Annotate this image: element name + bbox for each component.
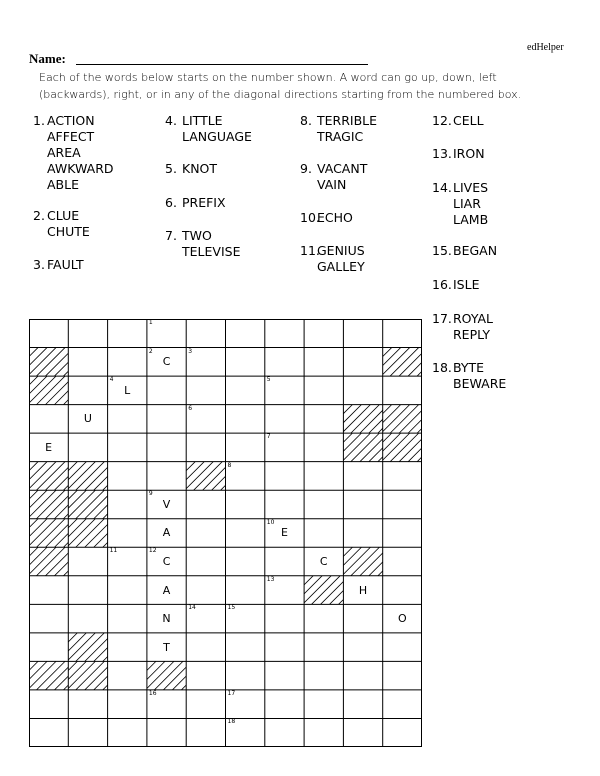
cell-clue-number: 1 (148, 319, 153, 326)
instructions (39, 69, 559, 103)
grid-cell[interactable] (265, 490, 304, 519)
grid-cell[interactable] (265, 433, 304, 462)
grid-cell[interactable] (226, 690, 265, 719)
grid-cell[interactable] (186, 633, 225, 662)
grid-cell[interactable] (108, 690, 147, 719)
word-group-number: 14. (432, 180, 452, 195)
word-item: ACTION (47, 113, 95, 128)
grid-cell[interactable] (343, 718, 382, 747)
grid-cell[interactable] (147, 348, 186, 377)
grid-cell[interactable] (383, 690, 422, 719)
word-item: VACANT (317, 161, 368, 176)
grid-cell[interactable] (343, 490, 382, 519)
cell-clue-number: 7 (266, 433, 271, 441)
grid-cell[interactable] (265, 547, 304, 576)
grid-cell[interactable] (186, 547, 225, 576)
grid-cell[interactable] (147, 547, 186, 576)
word-item: BEWARE (453, 376, 507, 391)
grid-cell-shaded (68, 633, 107, 662)
word-item: REPLY (453, 327, 491, 342)
grid-cell-shaded (68, 462, 107, 491)
grid-cell[interactable] (343, 690, 382, 719)
cell-letter: E (280, 526, 288, 540)
grid-cell[interactable] (226, 547, 265, 576)
grid-cell[interactable] (108, 405, 147, 434)
grid-cell[interactable] (68, 576, 107, 605)
grid-cell[interactable] (265, 576, 304, 605)
word-group-number: 3. (33, 257, 45, 272)
grid-cell[interactable] (343, 348, 382, 377)
grid-cell[interactable] (68, 433, 107, 462)
grid-cell[interactable] (186, 519, 225, 548)
word-group-number: 16. (432, 277, 452, 292)
word-item: AREA (47, 145, 81, 160)
grid-cell[interactable] (147, 690, 186, 719)
cell-letter: A (162, 526, 171, 540)
word-item: IRON (453, 146, 485, 161)
grid-cell[interactable] (383, 547, 422, 576)
grid-cell-shaded (29, 519, 68, 548)
grid-cell[interactable] (383, 462, 422, 491)
grid-cell[interactable] (108, 433, 147, 462)
cell-clue-number: 2 (148, 347, 153, 355)
grid-cell[interactable] (29, 604, 68, 633)
grid-cell[interactable] (304, 633, 343, 662)
grid-cell-shaded (186, 462, 225, 491)
word-group-number: 6. (165, 195, 177, 210)
word-item: LIVES (453, 180, 489, 195)
grid-cell[interactable] (186, 319, 225, 348)
cell-clue-number: 12 (148, 547, 157, 555)
word-item: ECHO (317, 210, 353, 225)
cell-clue-number: 17 (227, 689, 236, 697)
grid-cell[interactable] (304, 718, 343, 747)
grid-cell[interactable] (147, 433, 186, 462)
cell-clue-number: 9 (148, 490, 153, 498)
grid-cell[interactable] (304, 547, 343, 576)
cell-clue-number: 8 (227, 461, 232, 469)
word-item: LANGUAGE (182, 129, 252, 144)
grid-cell[interactable] (304, 405, 343, 434)
word-group-number: 7. (165, 228, 177, 243)
cell-clue-number: 11 (109, 547, 118, 555)
puzzle-grid (29, 319, 422, 747)
word-item: GALLEY (317, 259, 365, 274)
grid-cell[interactable] (383, 576, 422, 605)
grid-cell[interactable] (108, 604, 147, 633)
word-group-number: 5. (165, 161, 177, 176)
grid-cell[interactable] (29, 576, 68, 605)
grid-cell-shaded (68, 490, 107, 519)
grid-cell[interactable] (343, 633, 382, 662)
cell-letter: A (162, 583, 171, 597)
word-item: KNOT (182, 161, 218, 176)
grid-cell[interactable] (186, 348, 225, 377)
grid-cell[interactable] (304, 376, 343, 405)
grid-cell[interactable] (226, 433, 265, 462)
grid-cell[interactable] (304, 519, 343, 548)
cell-clue-number: 6 (188, 404, 193, 412)
grid-cell-shaded (383, 433, 422, 462)
grid-cell-shaded (383, 405, 422, 434)
grid-cell[interactable] (186, 576, 225, 605)
word-group-number: 8. (300, 113, 312, 128)
grid-cell[interactable] (226, 661, 265, 690)
grid-cell[interactable] (68, 348, 107, 377)
grid-cell[interactable] (304, 604, 343, 633)
grid-cell[interactable] (186, 690, 225, 719)
word-group-number: 4. (165, 113, 177, 128)
grid-cell[interactable] (226, 319, 265, 348)
grid-cell[interactable] (383, 604, 422, 633)
cell-letter: E (45, 440, 53, 454)
word-item: CHUTE (47, 224, 90, 239)
cell-letter: L (124, 383, 131, 397)
grid-cell[interactable] (186, 604, 225, 633)
cell-clue-number: 15 (227, 604, 236, 612)
grid-cell[interactable] (226, 633, 265, 662)
grid-cell-shaded (68, 661, 107, 690)
name-label: Name: (29, 51, 66, 66)
grid-cell-shaded (383, 348, 422, 377)
grid-cell[interactable] (383, 718, 422, 747)
grid-cell[interactable] (383, 490, 422, 519)
grid-cell[interactable] (343, 661, 382, 690)
grid-cell-shaded (29, 490, 68, 519)
grid-cell[interactable] (108, 376, 147, 405)
grid-cell[interactable] (186, 433, 225, 462)
grid-cell-shaded (29, 661, 68, 690)
word-item: BYTE (453, 360, 485, 375)
grid-cell[interactable] (108, 661, 147, 690)
word-item: TERRIBLE (317, 113, 378, 128)
grid-cell[interactable] (304, 661, 343, 690)
grid-cell[interactable] (108, 547, 147, 576)
cell-letter: C (162, 355, 171, 369)
word-item: GENIUS (317, 243, 365, 258)
grid-cell[interactable] (226, 376, 265, 405)
grid-cell[interactable] (108, 519, 147, 548)
grid-cell-shaded (343, 405, 382, 434)
grid-cell[interactable] (226, 348, 265, 377)
word-group-number: 9. (300, 161, 312, 176)
word-item: ISLE (453, 277, 480, 292)
cell-clue-number: 14 (188, 604, 196, 612)
word-item: LIAR (453, 196, 481, 211)
word-item: BEGAN (453, 243, 498, 258)
grid-cell[interactable] (304, 690, 343, 719)
grid-cell[interactable] (29, 319, 68, 348)
grid-cell[interactable] (304, 319, 343, 348)
grid-cell[interactable] (108, 633, 147, 662)
grid-cell[interactable] (383, 661, 422, 690)
grid-cell[interactable] (186, 718, 225, 747)
word-group-number: 10. (300, 210, 320, 225)
grid-cell[interactable] (147, 519, 186, 548)
grid-cell[interactable] (265, 690, 304, 719)
instructions-line: (backwards), right, or in any of the diagonal directions starting from the numbered box. (39, 88, 522, 101)
grid-cell[interactable] (383, 319, 422, 348)
grid-cell[interactable] (147, 319, 186, 348)
cell-clue-number: 18 (227, 718, 236, 726)
grid-cell[interactable] (108, 490, 147, 519)
word-group-number: 12. (432, 113, 452, 128)
cell-clue-number: 13 (266, 575, 275, 583)
word-item: AFFECT (47, 129, 95, 144)
grid-cell[interactable] (265, 462, 304, 491)
word-item: TRAGIC (317, 129, 364, 144)
grid-cell-shaded (68, 519, 107, 548)
grid-cell[interactable] (68, 690, 107, 719)
grid-cell-shaded (343, 547, 382, 576)
grid-cell[interactable] (147, 718, 186, 747)
grid-cell[interactable] (147, 376, 186, 405)
grid-cell[interactable] (108, 462, 147, 491)
word-item: ROYAL (453, 311, 494, 326)
grid-cell[interactable] (226, 718, 265, 747)
grid-cell[interactable] (68, 376, 107, 405)
grid-cell[interactable] (186, 376, 225, 405)
grid-cell[interactable] (29, 433, 68, 462)
cell-clue-number: 16 (148, 689, 157, 697)
grid-cell[interactable] (68, 547, 107, 576)
grid-cell[interactable] (226, 519, 265, 548)
word-group-number: 18. (432, 360, 452, 375)
grid-cell[interactable] (147, 633, 186, 662)
word-group-number: 13. (432, 146, 452, 161)
grid-cell-shaded (29, 462, 68, 491)
grid-cell[interactable] (226, 405, 265, 434)
grid-cell[interactable] (226, 576, 265, 605)
word-group-number: 11. (300, 243, 320, 258)
word-item: CLUE (47, 208, 80, 223)
grid-cell[interactable] (304, 490, 343, 519)
word-group-number: 1. (33, 113, 45, 128)
word-item: VAIN (317, 177, 347, 192)
grid-cell[interactable] (304, 348, 343, 377)
grid-cell[interactable] (29, 633, 68, 662)
brand-label: edHelper (527, 42, 564, 53)
grid-cell[interactable] (108, 319, 147, 348)
cell-letter: U (83, 412, 92, 426)
grid-cell[interactable] (265, 604, 304, 633)
grid-cell[interactable] (304, 462, 343, 491)
word-group-number: 2. (33, 208, 45, 223)
grid-cell[interactable] (383, 376, 422, 405)
grid-cell[interactable] (108, 718, 147, 747)
grid-cell[interactable] (343, 376, 382, 405)
grid-cell[interactable] (186, 661, 225, 690)
grid-cell[interactable] (265, 519, 304, 548)
grid-cell[interactable] (265, 376, 304, 405)
grid-cell[interactable] (68, 604, 107, 633)
word-item: FAULT (47, 257, 84, 272)
grid-cell[interactable] (383, 633, 422, 662)
grid-cell[interactable] (343, 462, 382, 491)
grid-cell[interactable] (265, 661, 304, 690)
grid-cell[interactable] (29, 405, 68, 434)
grid-cell[interactable] (265, 348, 304, 377)
cell-letter: N (162, 612, 171, 626)
cell-letter: C (319, 555, 328, 569)
grid-cell[interactable] (343, 576, 382, 605)
grid-cell[interactable] (147, 576, 186, 605)
grid-cell[interactable] (186, 490, 225, 519)
word-group-number: 15. (432, 243, 452, 258)
grid-cell-shaded (29, 348, 68, 377)
cell-letter: H (358, 583, 368, 597)
word-group-number: 17. (432, 311, 452, 326)
grid-cell[interactable] (265, 633, 304, 662)
grid-cell-shaded (29, 376, 68, 405)
grid-cell[interactable] (29, 718, 68, 747)
grid-cell[interactable] (147, 604, 186, 633)
grid-cell[interactable] (265, 405, 304, 434)
grid-cell[interactable] (68, 405, 107, 434)
word-item: TWO (182, 228, 212, 243)
word-item: ABLE (47, 177, 79, 192)
cell-clue-number: 3 (188, 347, 193, 355)
grid-cell[interactable] (226, 604, 265, 633)
grid-cell[interactable] (68, 319, 107, 348)
grid-cell[interactable] (265, 718, 304, 747)
cell-letter: V (162, 497, 171, 511)
cell-letter: C (162, 555, 171, 569)
cell-clue-number: 5 (266, 376, 271, 384)
grid-cell[interactable] (29, 690, 68, 719)
grid-cell[interactable] (108, 576, 147, 605)
word-item: AWKWARD (47, 161, 114, 176)
grid-cell[interactable] (226, 490, 265, 519)
grid-cell-shaded (343, 433, 382, 462)
name-field-line[interactable] (76, 64, 368, 65)
grid-cell[interactable] (226, 462, 265, 491)
grid-cell[interactable] (343, 604, 382, 633)
grid-cell-shaded (29, 547, 68, 576)
grid-cell[interactable] (147, 462, 186, 491)
grid-cell[interactable] (343, 319, 382, 348)
word-item: TELEVISE (182, 244, 241, 259)
grid-cell[interactable] (265, 319, 304, 348)
cell-clue-number: 10 (266, 518, 275, 526)
grid-cell[interactable] (304, 433, 343, 462)
grid-cell[interactable] (343, 519, 382, 548)
grid-cell[interactable] (68, 718, 107, 747)
grid-cell[interactable] (147, 490, 186, 519)
grid-cell[interactable] (383, 519, 422, 548)
word-item: LAMB (453, 212, 489, 227)
cell-letter: O (398, 612, 407, 626)
grid-cell[interactable] (186, 405, 225, 434)
cell-clue-number: 4 (109, 376, 114, 384)
grid-cell[interactable] (108, 348, 147, 377)
word-item: LITTLE (182, 113, 223, 128)
grid-cell-shaded (147, 661, 186, 690)
word-item: PREFIX (182, 195, 226, 210)
grid-cell-shaded (304, 576, 343, 605)
cell-letter: T (163, 640, 170, 654)
word-item: CELL (453, 113, 484, 128)
grid-cell[interactable] (147, 405, 186, 434)
instructions-line: Each of the words below starts on the number shown. A word can go up, down, left (39, 71, 497, 84)
